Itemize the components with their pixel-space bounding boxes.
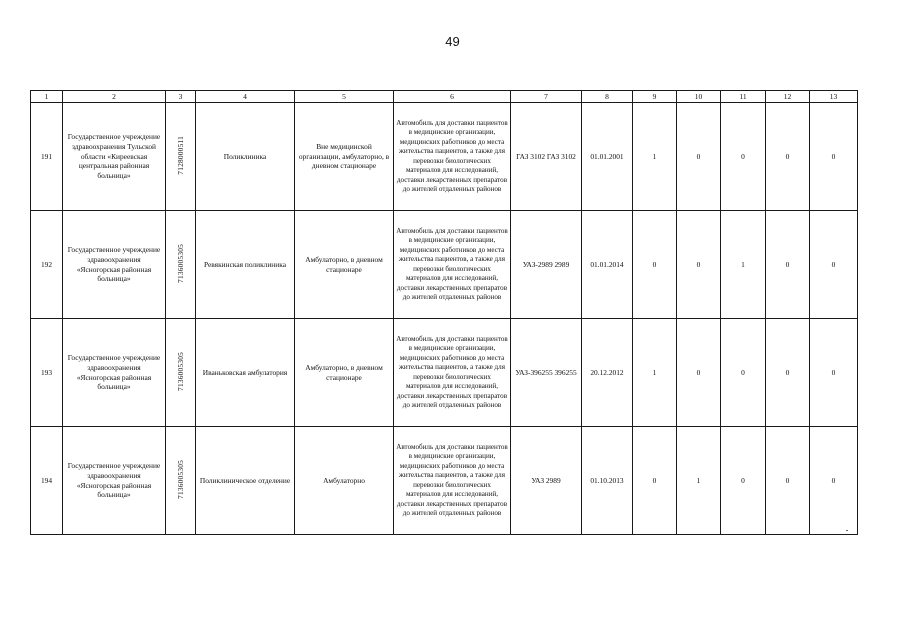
care-form: Вне медицинской организации, амбулаторно, в дневном стационаре — [295, 103, 394, 211]
column-header: 9 — [633, 91, 677, 103]
count-cell: 0 — [721, 427, 766, 535]
column-header: 12 — [766, 91, 810, 103]
institution-code: 7136005305 — [175, 351, 185, 391]
count-cell: 0 — [766, 211, 810, 319]
institution-code-cell — [166, 103, 196, 211]
column-header: 13 — [810, 91, 858, 103]
vehicle-model: УАЗ-396255 396255 — [511, 319, 582, 427]
row-number: 194 — [31, 427, 63, 535]
table-row — [31, 427, 858, 535]
column-header: 10 — [677, 91, 721, 103]
count-cell: 1 — [633, 103, 677, 211]
institution-code: 7136005305 — [175, 459, 185, 499]
column-header: 2 — [63, 91, 166, 103]
unit-name: Поликлиническое отделение — [196, 427, 295, 535]
institution-code: 7136005305 — [175, 243, 185, 283]
date: 01.01.2001 — [582, 103, 633, 211]
vehicle-purpose: Автомобиль для доставки пациентов в медицинские организации, медицинских работников до места жительства пациентов, а также для перевозки биологических материалов для исследований, доставки лекарственных препаратов до жителей отдаленных районов — [394, 319, 511, 427]
institution-code: 7128000511 — [175, 135, 185, 175]
count-cell: 0 — [677, 103, 721, 211]
institution-code-cell — [166, 211, 196, 319]
unit-name: Ревякинская поликлиника — [196, 211, 295, 319]
care-form: Амбулаторно — [295, 427, 394, 535]
count-cell: 0 — [810, 427, 858, 535]
count-cell: 0 — [810, 211, 858, 319]
vehicle-register-table — [30, 90, 858, 535]
count-cell: 0 — [633, 211, 677, 319]
unit-name: Иваньковская амбулатория — [196, 319, 295, 427]
count-cell: 0 — [721, 103, 766, 211]
unit-name: Поликлиника — [196, 103, 295, 211]
row-number: 193 — [31, 319, 63, 427]
column-header: 4 — [196, 91, 295, 103]
vehicle-purpose: Автомобиль для доставки пациентов в медицинские организации, медицинских работников до места жительства пациентов, а также для перевозки биологических материалов для исследований, доставки лекарственных препаратов до жителей отдаленных районов — [394, 211, 511, 319]
column-header: 3 — [166, 91, 196, 103]
count-cell: 1 — [677, 427, 721, 535]
count-cell: 0 — [810, 319, 858, 427]
column-header: 8 — [582, 91, 633, 103]
table-row — [31, 319, 858, 427]
column-header: 1 — [31, 91, 63, 103]
institution-name: Государственное учреждение здравоохранения «Ясногорская районная больница» — [63, 319, 166, 427]
scan-speck — [846, 530, 848, 531]
column-header: 6 — [394, 91, 511, 103]
date: 01.10.2013 — [582, 427, 633, 535]
institution-name: Государственное учреждение здравоохранения «Ясногорская районная больница» — [63, 211, 166, 319]
count-cell: 0 — [633, 427, 677, 535]
care-form: Амбулаторно, в дневном стационаре — [295, 211, 394, 319]
column-header: 5 — [295, 91, 394, 103]
institution-name: Государственное учреждение здравоохранения «Ясногорская районная больница» — [63, 427, 166, 535]
vehicle-model: ГАЗ 3102 ГАЗ 3102 — [511, 103, 582, 211]
column-header: 7 — [511, 91, 582, 103]
table-row — [31, 103, 858, 211]
institution-code-cell — [166, 319, 196, 427]
count-cell: 0 — [766, 319, 810, 427]
institution-name: Государственное учреждение здравоохранения Тульской области «Кирeевская центральная районная больница» — [63, 103, 166, 211]
vehicle-model: УАЗ-2989 2989 — [511, 211, 582, 319]
institution-code-cell — [166, 427, 196, 535]
count-cell: 0 — [810, 103, 858, 211]
vehicle-model: УАЗ 2989 — [511, 427, 582, 535]
count-cell: 0 — [677, 211, 721, 319]
count-cell: 1 — [633, 319, 677, 427]
vehicle-purpose: Автомобиль для доставки пациентов в медицинские организации, медицинских работников до места жительства пациентов, а также для перевозки биологических материалов для исследований, доставки лекарственных препаратов до жителей отдаленных районов — [394, 427, 511, 535]
row-number: 191 — [31, 103, 63, 211]
count-cell: 0 — [766, 427, 810, 535]
column-number-row — [31, 91, 858, 103]
row-number: 192 — [31, 211, 63, 319]
date: 01.01.2014 — [582, 211, 633, 319]
count-cell: 1 — [721, 211, 766, 319]
care-form: Амбулаторно, в дневном стационаре — [295, 319, 394, 427]
date: 20.12.2012 — [582, 319, 633, 427]
count-cell: 0 — [721, 319, 766, 427]
vehicle-purpose: Автомобиль для доставки пациентов в медицинские организации, медицинских работников до места жительства пациентов, а также для перевозки биологических материалов для исследований, доставки лекарственных препаратов до жителей отдаленных районов — [394, 103, 511, 211]
page-number: 49 — [445, 34, 460, 49]
count-cell: 0 — [766, 103, 810, 211]
count-cell: 0 — [677, 319, 721, 427]
table-row — [31, 211, 858, 319]
column-header: 11 — [721, 91, 766, 103]
